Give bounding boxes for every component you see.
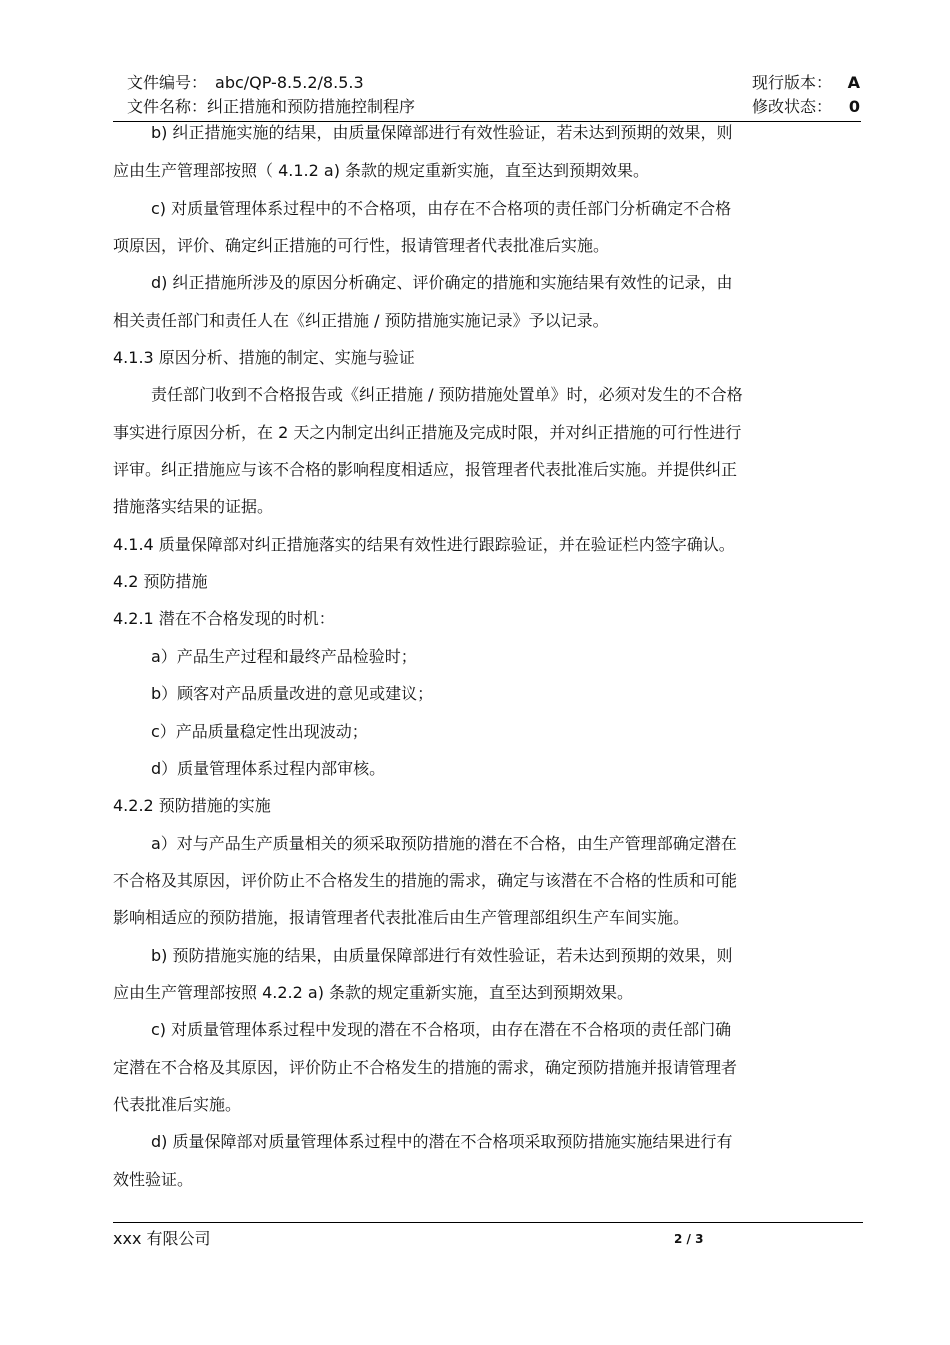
doc-name: [127, 95, 415, 119]
header-row-2: [127, 95, 860, 119]
page-number: 2 / 3: [674, 1232, 704, 1246]
body-line: 应由生产管理部按照（ 4.1.2 a) 条款的规定重新实施，直至达到预期效果。: [113, 161, 650, 180]
revision-label: 修改状态：: [751, 97, 832, 116]
doc-number-label: 文件编号：: [127, 73, 208, 92]
body-line: 责任部门收到不合格报告或《纠正措施 / 预防措施处置单》时，必须对发生的不合格: [151, 385, 743, 404]
body-line: d) 质量保障部对质量管理体系过程中的潜在不合格项采取预防措施实施结果进行有: [151, 1132, 733, 1151]
section-heading-4-2-2: 4.2.2 预防措施的实施: [113, 796, 271, 815]
body-line: b) 预防措施实施的结果，由质量保障部进行有效性验证，若未达到预期的效果，则: [151, 946, 733, 965]
body-line: 事实进行原因分析，在 2 天之内制定出纠正措施及完成时限，并对纠正措施的可行性进行: [113, 423, 742, 442]
section-4-1-4: 4.1.4 质量保障部对纠正措施落实的结果有效性进行跟踪验证，并在验证栏内签字确认。: [113, 535, 735, 554]
doc-number-value: abc/QP-8.5.2/8.5.3: [215, 73, 364, 92]
body-line: 代表批准后实施。: [113, 1095, 242, 1114]
section-heading-4-2: 4.2 预防措施: [113, 572, 208, 591]
body-line: c) 对质量管理体系过程中的不合格项，由存在不合格项的责任部门分析确定不合格: [151, 199, 732, 218]
body-line: 定潜在不合格及其原因，评价防止不合格发生的措施的需求，确定预防措施并报请管理者: [113, 1058, 738, 1077]
list-item: d）质量管理体系过程内部审核。: [151, 759, 386, 778]
doc-name-value: 纠正措施和预防措施控制程序: [207, 97, 416, 116]
doc-number: [127, 71, 364, 95]
footer-divider: [113, 1222, 863, 1223]
body-line: 影响相适应的预防措施，报请管理者代表批准后由生产管理部组织生产车间实施。: [113, 908, 690, 927]
doc-name-label: 文件名称：: [127, 97, 208, 116]
body-line: 措施落实结果的证据。: [113, 497, 274, 516]
section-heading-4-1-3: 4.1.3 原因分析、措施的制定、实施与验证: [113, 348, 415, 367]
body-line: 应由生产管理部按照 4.2.2 a) 条款的规定重新实施，直至达到预期效果。: [113, 983, 634, 1002]
section-heading-4-2-1: 4.2.1 潜在不合格发现的时机：: [113, 609, 335, 628]
list-item: b）顾客对产品质量改进的意见或建议；: [151, 684, 434, 703]
body-line: 项原因，评价、确定纠正措施的可行性，报请管理者代表批准后实施。: [113, 236, 610, 255]
body-line: b) 纠正措施实施的结果，由质量保障部进行有效性验证，若未达到预期的效果，则: [151, 123, 733, 142]
revision-value: 0: [848, 97, 860, 116]
header-row-1: [127, 71, 860, 95]
footer-company: xxx 有限公司: [113, 1229, 211, 1248]
body-line: 效性验证。: [113, 1170, 194, 1189]
version-label: 现行版本：: [751, 73, 832, 92]
list-item: c）产品质量稳定性出现波动；: [151, 722, 368, 741]
body-line: d) 纠正措施所涉及的原因分析确定、评价确定的措施和实施结果有效性的记录，由: [151, 273, 733, 292]
body-line: c) 对质量管理体系过程中发现的潜在不合格项，由存在潜在不合格项的责任部门确: [151, 1020, 732, 1039]
body-line: 不合格及其原因，评价防止不合格发生的措施的需求，确定与该潜在不合格的性质和可能: [113, 871, 738, 890]
body-line: a）对与产品生产质量相关的须采取预防措施的潜在不合格，由生产管理部确定潜在: [151, 834, 737, 853]
version-value: A: [847, 73, 860, 92]
body-line: 相关责任部门和责任人在《纠正措施 / 预防措施实施记录》予以记录。: [113, 311, 609, 330]
body-line: 评审。纠正措施应与该不合格的影响程度相适应，报管理者代表批准后实施。并提供纠正: [113, 460, 738, 479]
list-item: a）产品生产过程和最终产品检验时；: [151, 647, 417, 666]
